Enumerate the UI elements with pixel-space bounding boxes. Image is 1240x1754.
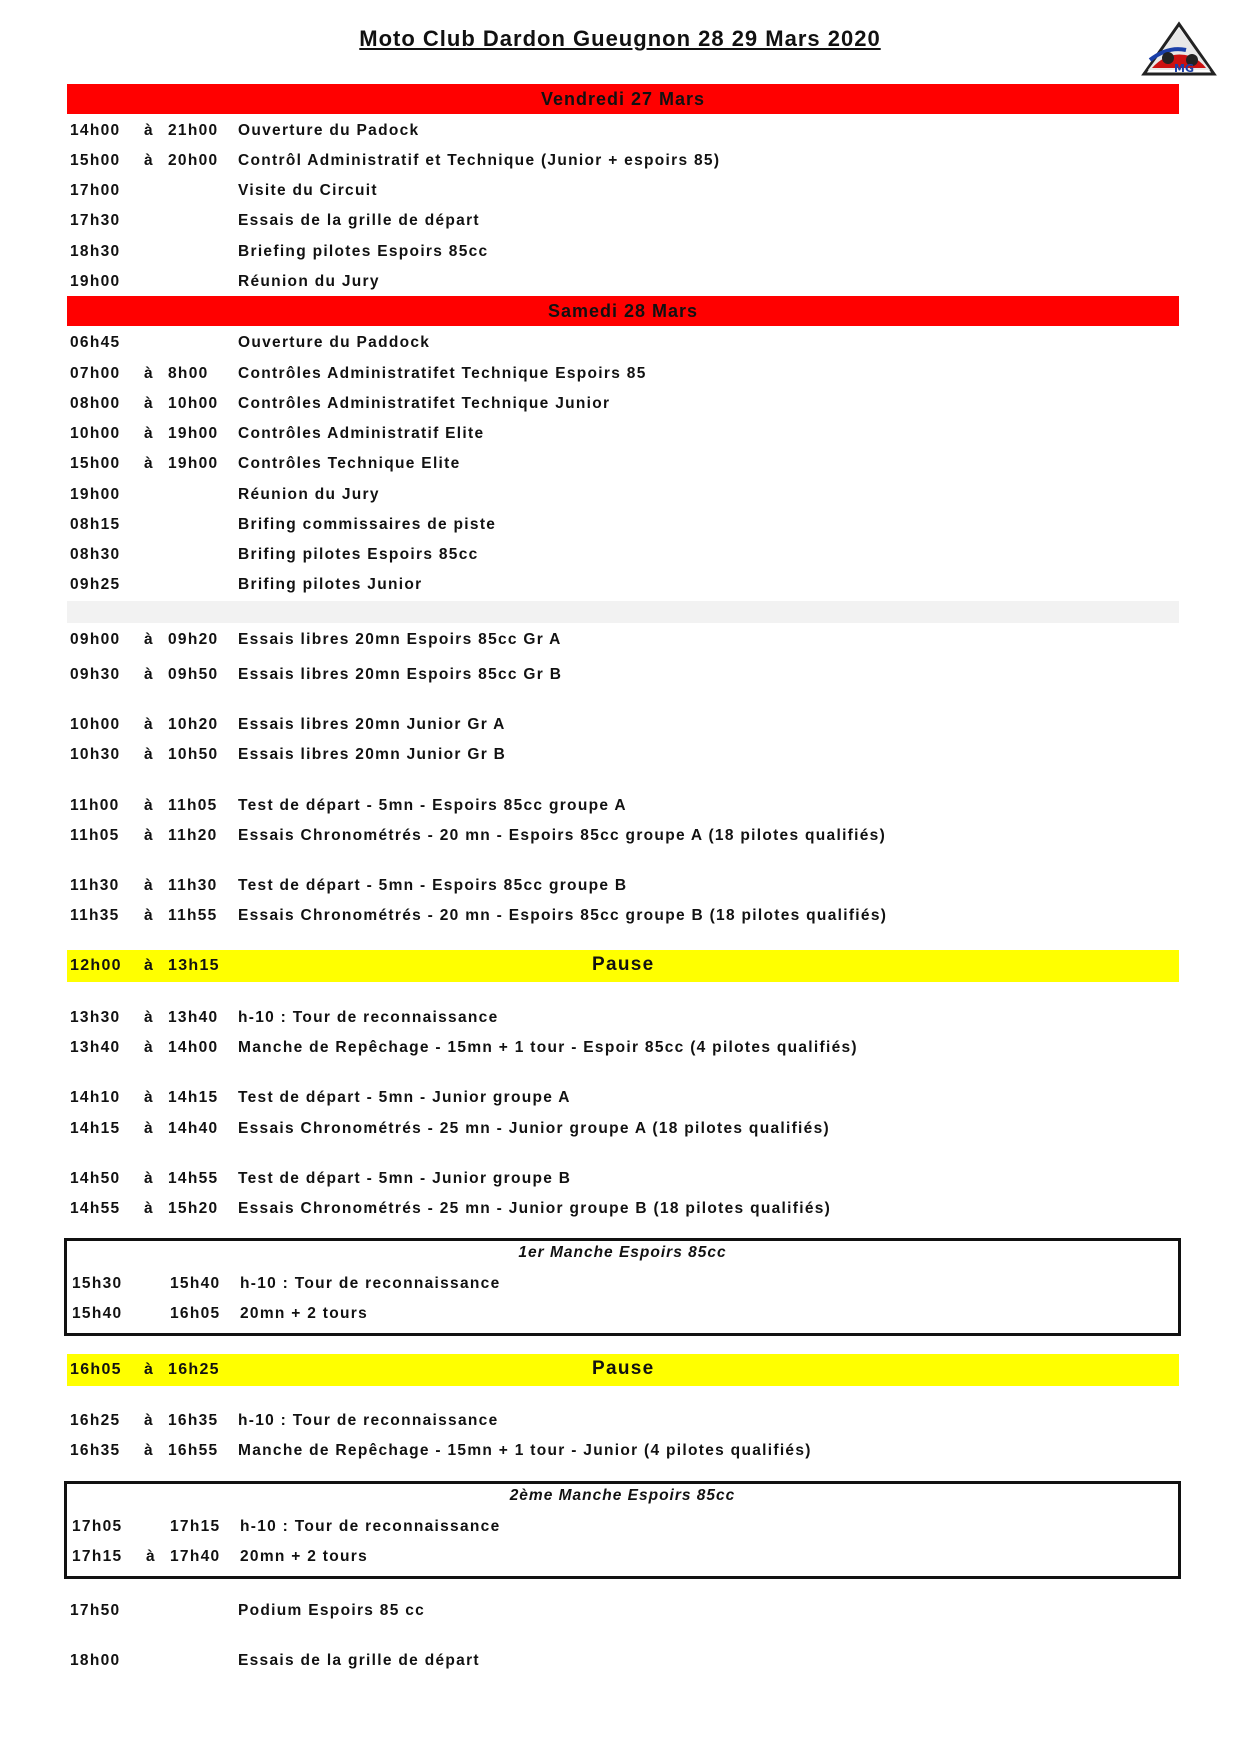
- event-label: Contrôl Administratif et Technique (Junior + espoirs 85): [238, 152, 721, 169]
- page-title: Moto Club Dardon Gueugnon 28 29 Mars 2020: [359, 26, 881, 51]
- schedule-row: [67, 1005, 1177, 1031]
- time-separator: à: [144, 716, 154, 733]
- schedule-row: [67, 451, 1177, 477]
- start-time: 08h15: [70, 516, 121, 533]
- start-time: 15h30: [72, 1275, 123, 1292]
- schedule-row: [67, 1085, 1177, 1111]
- start-time: 10h00: [70, 716, 121, 733]
- time-separator: à: [144, 797, 154, 814]
- schedule-row: [67, 178, 1177, 204]
- end-time: 10h50: [168, 746, 219, 763]
- start-time: 13h40: [70, 1039, 121, 1056]
- start-time: 15h00: [70, 152, 121, 169]
- start-time: 08h00: [70, 395, 121, 412]
- separator-band: [67, 601, 1179, 623]
- event-label: Test de départ - 5mn - Espoirs 85cc groupe A: [238, 797, 627, 814]
- pause-band: 12h00 à 13h15 Pause: [67, 950, 1179, 982]
- event-label: h-10 : Tour de reconnaissance: [240, 1518, 501, 1535]
- manche-box-2: [64, 1481, 1181, 1579]
- event-label: Test de départ - 5mn - Junior groupe B: [238, 1170, 572, 1187]
- schedule-row: [67, 793, 1177, 819]
- start-time: 16h35: [70, 1442, 121, 1459]
- manche-box-1: [64, 1238, 1181, 1336]
- schedule-row: [67, 1196, 1177, 1222]
- event-label: Contrôles Administratifet Technique Junior: [238, 395, 611, 412]
- end-time: 15h20: [168, 1200, 219, 1217]
- end-time: 20h00: [168, 152, 219, 169]
- end-time: 16h05: [170, 1305, 221, 1322]
- schedule-row: [67, 572, 1177, 598]
- time-separator: à: [144, 1009, 154, 1026]
- end-time: 11h20: [168, 827, 218, 844]
- end-time: 11h30: [168, 877, 218, 894]
- schedule-row: [69, 1271, 1179, 1297]
- end-time: 14h40: [168, 1120, 219, 1137]
- event-label: Essais de la grille de départ: [238, 212, 480, 229]
- svg-text:MG: MG: [1174, 62, 1194, 75]
- event-label: Essais libres 20mn Junior Gr B: [238, 746, 507, 763]
- start-time: 07h00: [70, 365, 121, 382]
- event-label: 20mn + 2 tours: [240, 1548, 369, 1565]
- time-separator: à: [144, 1039, 154, 1056]
- schedule-row: [67, 482, 1177, 508]
- start-time: 14h10: [70, 1089, 121, 1106]
- start-time: 13h30: [70, 1009, 121, 1026]
- schedule-row: [69, 1514, 1179, 1540]
- start-time: 15h40: [72, 1305, 123, 1322]
- schedule-row: [67, 1598, 1177, 1624]
- event-label: Manche de Repêchage - 15mn + 1 tour - Junior (4 pilotes qualifiés): [238, 1442, 812, 1459]
- event-label: Podium Espoirs 85 cc: [238, 1602, 426, 1619]
- start-time: 17h30: [70, 212, 121, 229]
- end-time: 13h40: [168, 1009, 219, 1026]
- end-time: 16h55: [168, 1442, 219, 1459]
- end-time: 09h50: [168, 666, 219, 683]
- schedule-row: [67, 391, 1177, 417]
- schedule-row: [67, 361, 1177, 387]
- end-time: 14h55: [168, 1170, 219, 1187]
- schedule-row: [67, 512, 1177, 538]
- start-time: 17h15: [72, 1548, 123, 1565]
- start-time: 18h30: [70, 243, 121, 260]
- event-label: Essais de la grille de départ: [238, 1652, 480, 1669]
- time-separator: à: [144, 666, 154, 683]
- schedule-row: [67, 712, 1177, 738]
- event-label: h-10 : Tour de reconnaissance: [238, 1009, 499, 1026]
- time-separator: à: [144, 395, 154, 412]
- event-label: Briefing pilotes Espoirs 85cc: [238, 243, 489, 260]
- schedule-row: [69, 1301, 1179, 1327]
- event-label: Manche de Repêchage - 15mn + 1 tour - Espoir 85cc (4 pilotes qualifiés): [238, 1039, 858, 1056]
- event-label: Essais Chronométrés - 20 mn - Espoirs 85cc groupe B (18 pilotes qualifiés): [238, 907, 888, 924]
- start-time: 14h15: [70, 1120, 121, 1137]
- day-header-samedi: Samedi 28 Mars: [67, 296, 1179, 326]
- start-time: 16h25: [70, 1412, 121, 1429]
- time-separator: à: [144, 1120, 154, 1137]
- time-separator: à: [144, 1200, 154, 1217]
- end-time: 15h40: [170, 1275, 221, 1292]
- schedule-row: [67, 148, 1177, 174]
- schedule-row: [67, 1166, 1177, 1192]
- event-label: Contrôles Administratifet Technique Espoirs 85: [238, 365, 647, 382]
- event-label: Essais libres 20mn Espoirs 85cc Gr B: [238, 666, 563, 683]
- schedule-row: [67, 627, 1177, 653]
- end-time: 17h40: [170, 1548, 221, 1565]
- day-header-vendredi: Vendredi 27 Mars: [67, 84, 1179, 114]
- schedule-row: [67, 903, 1177, 929]
- event-label: Ouverture du Paddock: [238, 334, 431, 351]
- end-time: 10h00: [168, 395, 219, 412]
- event-label: h-10 : Tour de reconnaissance: [238, 1412, 499, 1429]
- time-separator: à: [144, 907, 154, 924]
- end-time: 21h00: [168, 122, 219, 139]
- schedule-row: [67, 823, 1177, 849]
- pause-label: Pause: [592, 1358, 655, 1379]
- pause-label: Pause: [592, 954, 655, 975]
- end-time: 19h00: [168, 455, 219, 472]
- schedule-row: [67, 239, 1177, 265]
- end-time: 11h55: [168, 907, 218, 924]
- event-label: Essais libres 20mn Espoirs 85cc Gr A: [238, 631, 562, 648]
- end-time: 09h20: [168, 631, 219, 648]
- end-time: 10h20: [168, 716, 219, 733]
- schedule-row: [67, 208, 1177, 234]
- event-label: h-10 : Tour de reconnaissance: [240, 1275, 501, 1292]
- time-separator: à: [144, 631, 154, 648]
- start-time: 14h55: [70, 1200, 121, 1217]
- event-label: Réunion du Jury: [238, 486, 380, 503]
- time-separator: à: [146, 1548, 156, 1565]
- event-label: Contrôles Technique Elite: [238, 455, 461, 472]
- start-time: 08h30: [70, 546, 121, 563]
- schedule-row: [67, 269, 1177, 295]
- event-label: Visite du Circuit: [238, 182, 378, 199]
- start-time: 09h00: [70, 631, 121, 648]
- start-time: 10h30: [70, 746, 121, 763]
- end-time: 16h35: [168, 1412, 219, 1429]
- event-label: Essais libres 20mn Junior Gr A: [238, 716, 506, 733]
- end-time: 14h00: [168, 1039, 219, 1056]
- manche-title: 2ème Manche Espoirs 85cc: [509, 1487, 736, 1504]
- time-separator: à: [144, 122, 154, 139]
- schedule-row: [67, 1035, 1177, 1061]
- start-time: 11h30: [70, 877, 120, 894]
- schedule-row: [69, 1544, 1179, 1570]
- start-time: 11h35: [70, 907, 120, 924]
- time-separator: à: [144, 425, 154, 442]
- event-label: 20mn + 2 tours: [240, 1305, 369, 1322]
- time-separator: à: [144, 152, 154, 169]
- schedule-row: [67, 873, 1177, 899]
- schedule-row: [67, 1408, 1177, 1434]
- schedule-row: [67, 542, 1177, 568]
- schedule-row: [67, 662, 1177, 688]
- event-label: Essais Chronométrés - 20 mn - Espoirs 85cc groupe A (18 pilotes qualifiés): [238, 827, 887, 844]
- event-label: Essais Chronométrés - 25 mn - Junior groupe A (18 pilotes qualifiés): [238, 1120, 830, 1137]
- time-separator: à: [144, 455, 154, 472]
- start-time: 14h50: [70, 1170, 121, 1187]
- start-time: 11h05: [70, 827, 120, 844]
- end-time: 19h00: [168, 425, 219, 442]
- time-separator: à: [144, 877, 154, 894]
- event-label: Test de départ - 5mn - Espoirs 85cc groupe B: [238, 877, 628, 894]
- schedule-row: [67, 742, 1177, 768]
- start-time: 15h00: [70, 455, 121, 472]
- end-time: 17h15: [170, 1518, 221, 1535]
- time-separator: à: [144, 365, 154, 382]
- end-time: 11h05: [168, 797, 218, 814]
- event-label: Essais Chronométrés - 25 mn - Junior groupe B (18 pilotes qualifiés): [238, 1200, 832, 1217]
- start-time: 18h00: [70, 1652, 121, 1669]
- start-time: 09h30: [70, 666, 121, 683]
- manche-title: 1er Manche Espoirs 85cc: [518, 1244, 727, 1261]
- time-separator: à: [144, 1412, 154, 1429]
- event-label: Ouverture du Padock: [238, 122, 420, 139]
- start-time: 11h00: [70, 797, 120, 814]
- pause-band: 16h05 à 16h25 Pause: [67, 1354, 1179, 1386]
- time-separator: à: [144, 1089, 154, 1106]
- time-separator: à: [144, 827, 154, 844]
- time-separator: à: [144, 746, 154, 763]
- event-label: Brifing pilotes Junior: [238, 576, 423, 593]
- event-label: Brifing commissaires de piste: [238, 516, 497, 533]
- schedule-row: [67, 1438, 1177, 1464]
- end-time: 8h00: [168, 365, 209, 382]
- event-label: Test de départ - 5mn - Junior groupe A: [238, 1089, 571, 1106]
- start-time: 17h05: [72, 1518, 123, 1535]
- schedule-row: [67, 1648, 1177, 1674]
- schedule-row: [67, 330, 1177, 356]
- schedule-row: [67, 421, 1177, 447]
- start-time: 17h00: [70, 182, 121, 199]
- start-time: 06h45: [70, 334, 121, 351]
- start-time: 19h00: [70, 486, 121, 503]
- event-label: Contrôles Administratif Elite: [238, 425, 485, 442]
- schedule-row: [67, 1116, 1177, 1142]
- time-separator: à: [144, 1170, 154, 1187]
- start-time: 17h50: [70, 1602, 121, 1619]
- event-label: Réunion du Jury: [238, 273, 380, 290]
- motoclub-logo-icon: [1138, 20, 1220, 80]
- schedule-row: [67, 118, 1177, 144]
- start-time: 14h00: [70, 122, 121, 139]
- event-label: Brifing pilotes Espoirs 85cc: [238, 546, 479, 563]
- time-separator: à: [144, 1442, 154, 1459]
- start-time: 10h00: [70, 425, 121, 442]
- end-time: 14h15: [168, 1089, 219, 1106]
- start-time: 09h25: [70, 576, 121, 593]
- start-time: 19h00: [70, 273, 121, 290]
